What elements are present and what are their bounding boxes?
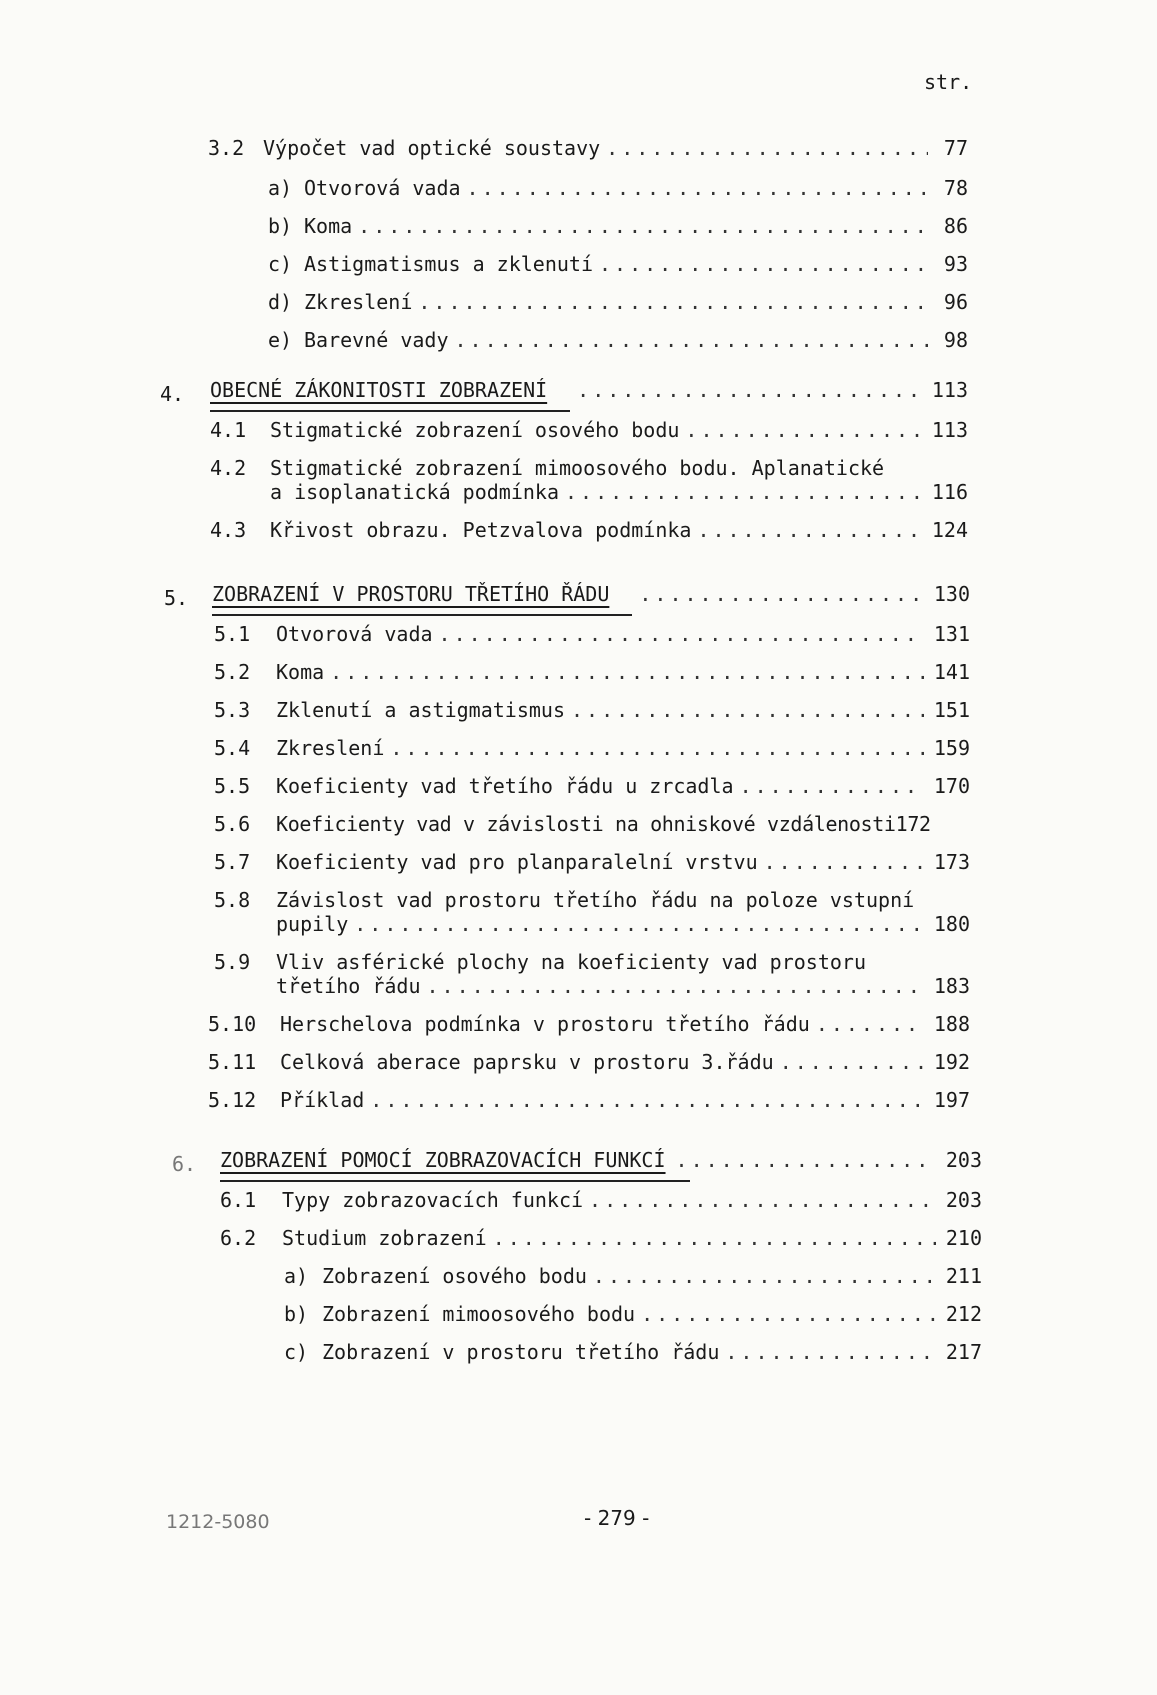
entry-page: 93: [943, 252, 968, 276]
entry-page: 159: [933, 736, 970, 760]
entry-title: Celková aberace paprsku v prostoru 3.řádu: [280, 1050, 774, 1074]
entry-title-continued: pupily: [276, 912, 349, 936]
chapter-heading: [210, 378, 968, 402]
toc-entry: [214, 774, 970, 798]
leader-dots: [370, 1088, 924, 1112]
toc-entry: [268, 214, 968, 238]
leader-dots: [639, 582, 924, 606]
entry-page: 86: [943, 214, 968, 238]
toc-entry-continuation: [276, 912, 970, 936]
leader-dots: [493, 1226, 936, 1250]
chapter-heading: [212, 582, 970, 606]
leader-dots: [740, 774, 924, 798]
toc-entry: [284, 1302, 982, 1326]
entry-page: 124: [931, 518, 968, 542]
chapter-title: ZOBRAZENÍ POMOCÍ ZOBRAZOVACÍCH FUNKCÍ: [220, 1148, 666, 1172]
toc-entry: [208, 136, 968, 160]
entry-number: 6.2: [220, 1226, 257, 1250]
entry-title: Koma: [304, 214, 353, 238]
toc-entry-multiline: [210, 456, 884, 480]
entry-title: Závislost vad prostoru třetího řádu na poloze vstupní: [276, 888, 915, 912]
toc-entry: [284, 1264, 982, 1288]
toc-entry: [208, 1012, 970, 1036]
section-rule: [220, 1180, 690, 1182]
entry-page: 183: [933, 974, 970, 998]
entry-number: 5.2: [214, 660, 251, 684]
entry-page: 197: [933, 1088, 970, 1112]
entry-number: c): [268, 252, 293, 276]
leader-dots: [676, 1148, 936, 1172]
entry-title: Příklad: [280, 1088, 365, 1112]
page-column-label: str.: [924, 70, 973, 94]
entry-number: 4.1: [210, 418, 247, 442]
entry-title: Koeficienty vad pro planparalelní vrstvu: [276, 850, 758, 874]
entry-page: 151: [933, 698, 970, 722]
toc-entry: [214, 812, 970, 836]
entry-number: 3.2: [208, 136, 245, 160]
entry-title: Studium zobrazení: [282, 1226, 487, 1250]
leader-dots: [354, 912, 924, 936]
entry-page: 192: [933, 1050, 970, 1074]
page-number: - 279 -: [584, 1506, 650, 1530]
entry-number: c): [284, 1340, 309, 1364]
toc-entry-continuation: [276, 974, 970, 998]
toc-entry: [214, 850, 970, 874]
entry-page: 211: [945, 1264, 982, 1288]
entry-number: 5.4: [214, 736, 251, 760]
toc-entry-multiline: [214, 950, 866, 974]
entry-title: Výpočet vad optické soustavy: [263, 136, 601, 160]
entry-page: 77: [943, 136, 968, 160]
chapter-title: ZOBRAZENÍ V PROSTORU TŘETÍHO ŘÁDU: [212, 582, 610, 606]
entry-number: 5.7: [214, 850, 251, 874]
toc-entry: [220, 1226, 982, 1250]
leader-dots: [599, 252, 928, 276]
toc-entry-multiline: [214, 888, 914, 912]
entry-title: Zobrazení osového bodu: [322, 1264, 587, 1288]
toc-entry: [214, 660, 970, 684]
entry-title: Zobrazení mimoosového bodu: [322, 1302, 636, 1326]
entry-number: 4.2: [210, 456, 247, 480]
entry-title: Vliv asférické plochy na koeficienty vad prostoru: [276, 950, 867, 974]
leader-dots: [685, 418, 922, 442]
leader-dots: [565, 480, 922, 504]
entry-page: 130: [933, 582, 970, 606]
toc-entry: [210, 518, 968, 542]
entry-number: 5.9: [214, 950, 251, 974]
leader-dots: [439, 622, 924, 646]
entry-page: 98: [943, 328, 968, 352]
entry-page: 78: [943, 176, 968, 200]
entry-number: e): [268, 328, 293, 352]
entry-page: 217: [945, 1340, 982, 1364]
entry-title: Zkreslení: [276, 736, 385, 760]
entry-number: a): [284, 1264, 309, 1288]
entry-title: Koeficienty vad v závislosti na ohniskové vzdálenosti172: [276, 812, 931, 836]
toc-entry: [268, 252, 968, 276]
toc-entry: [268, 328, 968, 352]
entry-title: Koma: [276, 660, 325, 684]
toc-entry: [214, 698, 970, 722]
toc-entry: [214, 622, 970, 646]
toc-entry: [268, 176, 968, 200]
entry-page: 212: [945, 1302, 982, 1326]
leader-dots: [606, 136, 928, 160]
chapter-number: 6.: [172, 1152, 197, 1176]
leader-dots: [330, 660, 924, 684]
toc-entry: [268, 290, 968, 314]
leader-dots: [697, 518, 922, 542]
footer-code: 1212-5080: [166, 1511, 270, 1533]
chapter-number: 5.: [164, 586, 189, 610]
entry-title: Stigmatické zobrazení mimoosového bodu. Aplanatické: [270, 456, 885, 480]
leader-dots: [577, 378, 922, 402]
entry-title: Stigmatické zobrazení osového bodu: [270, 418, 680, 442]
leader-dots: [455, 328, 929, 352]
leader-dots: [593, 1264, 936, 1288]
toc-entry: [208, 1050, 970, 1074]
leader-dots: [571, 698, 924, 722]
entry-number: b): [284, 1302, 309, 1326]
entry-title-continued: a isoplanatická podmínka: [270, 480, 559, 504]
entry-page: 210: [945, 1226, 982, 1250]
leader-dots: [816, 1012, 924, 1036]
toc-entry-continuation: [270, 480, 968, 504]
section-rule: [212, 614, 632, 616]
leader-dots: [418, 290, 928, 314]
chapter-number: 4.: [160, 382, 185, 406]
entry-title: Zobrazení v prostoru třetího řádu: [322, 1340, 720, 1364]
entry-number: b): [268, 214, 293, 238]
entry-number: 5.8: [214, 888, 251, 912]
entry-title: Barevné vady: [304, 328, 449, 352]
entry-title: Typy zobrazovacích funkcí: [282, 1188, 584, 1212]
leader-dots: [780, 1050, 924, 1074]
entry-page: 131: [933, 622, 970, 646]
chapter-heading: [220, 1148, 982, 1172]
leader-dots: [589, 1188, 936, 1212]
entry-title: Astigmatismus a zklenutí: [304, 252, 593, 276]
leader-dots: [467, 176, 928, 200]
entry-number: 5.1: [214, 622, 251, 646]
entry-title: Otvorová vada: [276, 622, 433, 646]
leader-dots: [427, 974, 925, 998]
toc-entry: [284, 1340, 982, 1364]
entry-page: 170: [933, 774, 970, 798]
entry-page: 203: [945, 1188, 982, 1212]
entry-title: Zklenutí a astigmatismus: [276, 698, 565, 722]
entry-page: 188: [933, 1012, 970, 1036]
entry-number: 5.3: [214, 698, 251, 722]
entry-page: 203: [945, 1148, 982, 1172]
entry-page: 116: [931, 480, 968, 504]
entry-title: Křivost obrazu. Petzvalova podmínka: [270, 518, 692, 542]
entry-page: 141: [933, 660, 970, 684]
leader-dots: [358, 214, 928, 238]
toc-entry: [214, 736, 970, 760]
entry-number: 5.12: [208, 1088, 257, 1112]
leader-dots: [641, 1302, 936, 1326]
toc-entry: [208, 1088, 970, 1112]
entry-title-continued: třetího řádu: [276, 974, 421, 998]
entry-title: Zkreslení: [304, 290, 413, 314]
entry-page: 113: [931, 378, 968, 402]
entry-title: Otvorová vada: [304, 176, 461, 200]
entry-number: 4.3: [210, 518, 247, 542]
entry-number: 5.6: [214, 812, 251, 836]
entry-number: 6.1: [220, 1188, 257, 1212]
leader-dots: [390, 736, 924, 760]
entry-title: Koeficienty vad třetího řádu u zrcadla: [276, 774, 734, 798]
entry-page: 180: [933, 912, 970, 936]
section-rule: [210, 410, 570, 412]
entry-page: 96: [943, 290, 968, 314]
entry-number: a): [268, 176, 293, 200]
entry-page: 113: [931, 418, 968, 442]
leader-dots: [725, 1340, 936, 1364]
entry-title: Herschelova podmínka v prostoru třetího řádu: [280, 1012, 810, 1036]
chapter-title: OBECNÉ ZÁKONITOSTI ZOBRAZENÍ: [210, 378, 548, 402]
toc-entry: [210, 418, 968, 442]
entry-page: 173: [933, 850, 970, 874]
toc-entry: [220, 1188, 982, 1212]
leader-dots: [764, 850, 924, 874]
entry-number: 5.11: [208, 1050, 257, 1074]
entry-number: 5.5: [214, 774, 251, 798]
entry-number: 5.10: [208, 1012, 257, 1036]
entry-number: d): [268, 290, 293, 314]
